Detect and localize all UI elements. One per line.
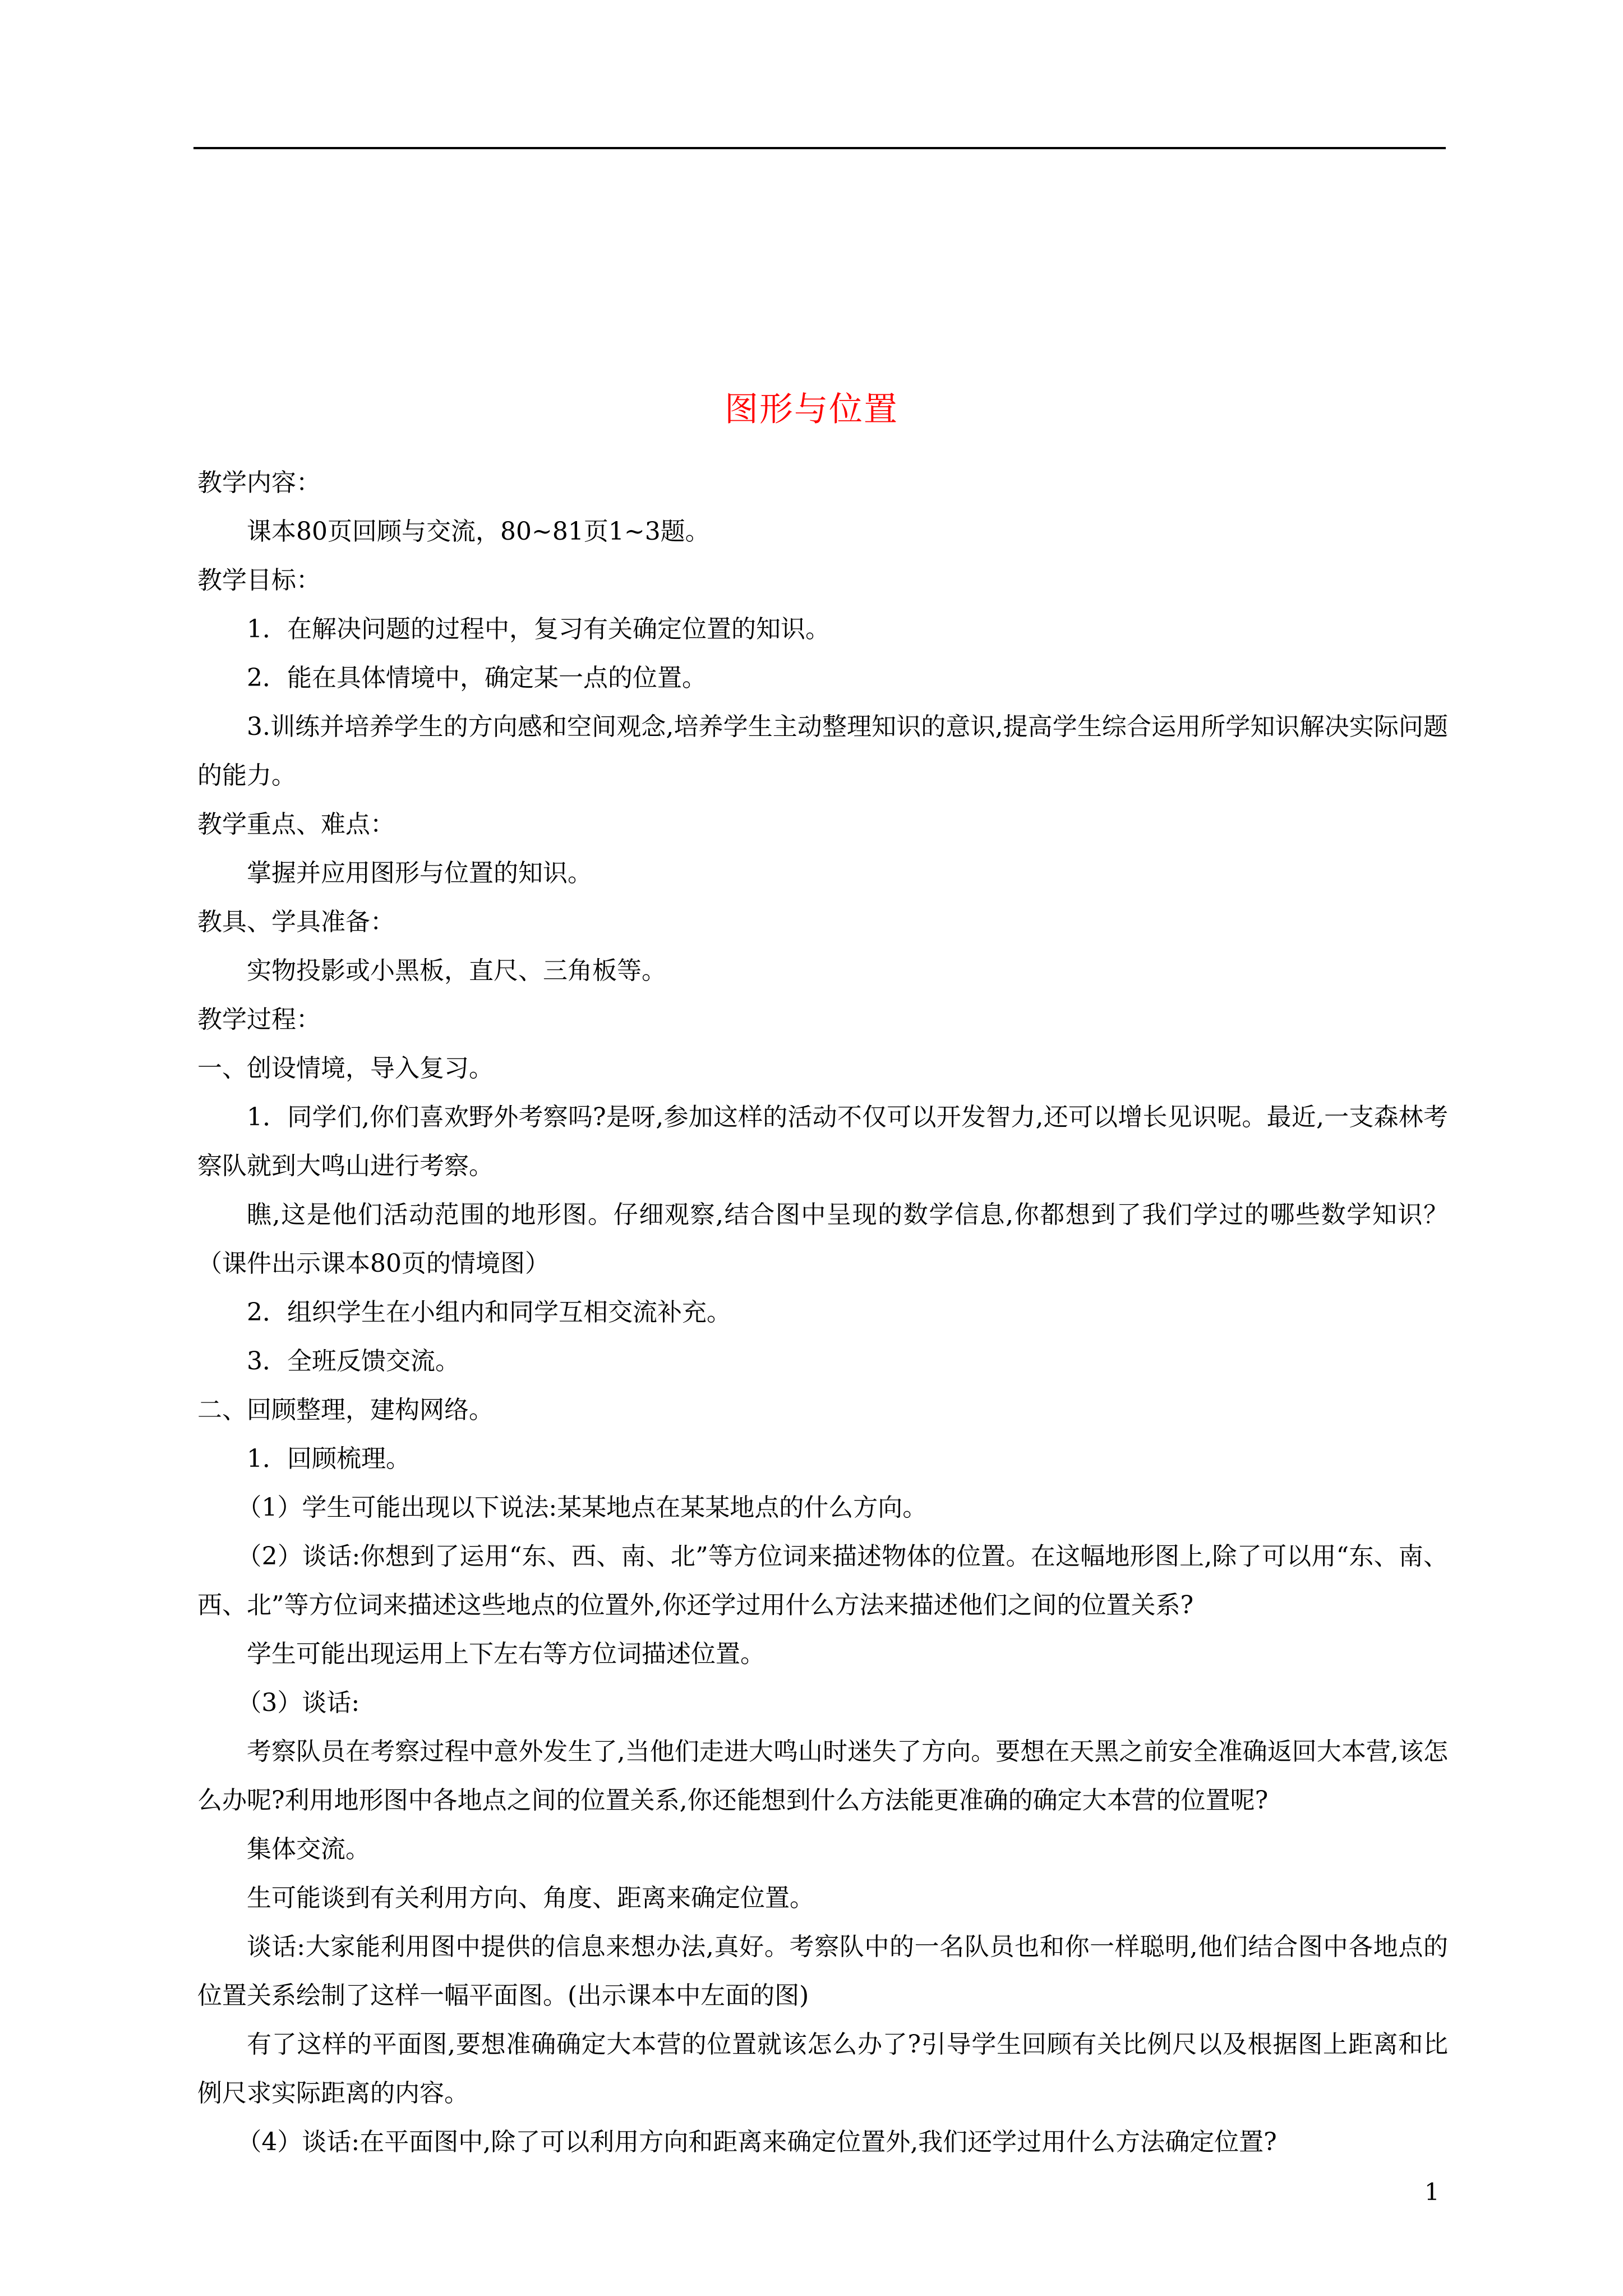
document-title: 图形与位置: [725, 390, 898, 429]
paragraph: 有了这样的平面图,要想准确确定大本营的位置就该怎么办了?引导学生回顾有关比例尺以及根据图上距离和比例尺求实际距离的内容。: [197, 2030, 1448, 2108]
paragraph: 谈话:大家能利用图中提供的信息来想办法,真好。考察队中的一名队员也和你一样聪明,他们结合图中各地点的位置关系绘制了这样一幅平面图。(出示课本中左面的图): [197, 1932, 1448, 2010]
paragraph: 3．全班反馈交流。: [247, 1347, 460, 1375]
paragraph: （3）谈话:: [237, 1688, 360, 1717]
paragraph: 课本80页回顾与交流，80~81页1~3题。: [247, 517, 710, 546]
section-heading-step-one: 一、创设情境，导入复习。: [197, 1054, 494, 1083]
paragraph: （2）谈话:你想到了运用“东、西、南、北”等方位词来描述物体的位置。在这幅地形图上,除了可以用“东、南、西、北”等方位词来描述这些地点的位置外,你还学过用什么方法来描述他们之间的位置关系?: [197, 1542, 1448, 1619]
paragraph: 3.训练并培养学生的方向感和空间观念,培养学生主动整理知识的意识,提高学生综合运用所学知识解决实际问题的能力。: [197, 712, 1448, 790]
paragraph: 集体交流。: [247, 1835, 370, 1864]
paragraph: 实物投影或小黑板，直尺、三角板等。: [247, 956, 666, 985]
header-rule: [193, 147, 1446, 149]
section-heading-process: 教学过程：: [197, 1005, 321, 1034]
section-heading-content: 教学内容：: [197, 468, 321, 497]
paragraph: 生可能谈到有关利用方向、角度、距离来确定位置。: [247, 1884, 814, 1912]
paragraph: 1．回顾梳理。: [247, 1444, 411, 1473]
paragraph: 学生可能出现运用上下左右等方位词描述位置。: [247, 1640, 765, 1668]
paragraph: 掌握并应用图形与位置的知识。: [247, 859, 592, 887]
paragraph: 2．能在具体情境中，确定某一点的位置。: [247, 664, 707, 692]
paragraph: 瞧,这是他们活动范围的地形图。仔细观察,结合图中呈现的数学信息,你都想到了我们学过的哪些数学知识？（课件出示课本80页的情境图）: [197, 1200, 1448, 1278]
section-heading-step-two: 二、回顾整理，建构网络。: [197, 1396, 494, 1424]
section-heading-key-points: 教学重点、难点：: [197, 810, 395, 839]
paragraph: 考察队员在考察过程中意外发生了,当他们走进大鸣山时迷失了方向。要想在天黑之前安全准确返回大本营,该怎么办呢?利用地形图中各地点之间的位置关系,你还能想到什么方法能更准确的确定大本营的位置呢?: [197, 1737, 1448, 1815]
paragraph: （1）学生可能出现以下说法:某某地点在某某地点的什么方向。: [237, 1493, 928, 1522]
paragraph: （4）谈话:在平面图中,除了可以利用方向和距离来确定位置外,我们还学过用什么方法确定位置?: [237, 2128, 1277, 2156]
section-heading-goals: 教学目标：: [197, 566, 321, 595]
section-heading-materials: 教具、学具准备：: [197, 908, 395, 936]
paragraph: 1．在解决问题的过程中，复习有关确定位置的知识。: [247, 615, 830, 643]
paragraph: 1．同学们,你们喜欢野外考察吗?是呀,参加这样的活动不仅可以开发智力,还可以增长见识呢。最近,一支森林考察队就到大鸣山进行考察。: [197, 1103, 1448, 1180]
page-number: 1: [1424, 2178, 1440, 2206]
paragraph: 2．组织学生在小组内和同学互相交流补充。: [247, 1298, 731, 1327]
document-body: [197, 458, 1448, 2166]
